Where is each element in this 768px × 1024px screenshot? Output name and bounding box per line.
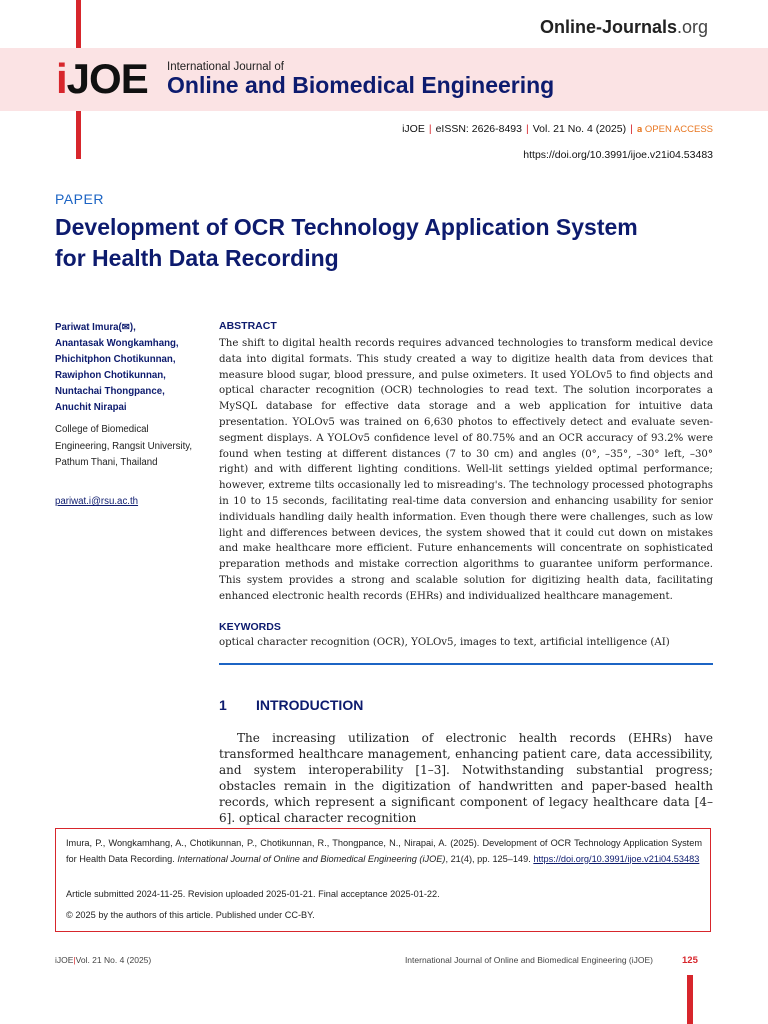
section-title: INTRODUCTION [256, 697, 364, 713]
section-number: 1 [219, 697, 227, 713]
article-type: PAPER [55, 191, 104, 207]
author: Anantasak Wongkamhang, [55, 338, 179, 349]
open-access-badge: 𝐚 OPEN ACCESS [636, 124, 713, 135]
doi-link[interactable]: https://doi.org/10.3991/ijoe.v21i04.53483 [523, 149, 713, 161]
logo-red-bar [76, 111, 81, 159]
author: Anuchit Nirapai [55, 402, 127, 413]
author-list [55, 320, 205, 416]
top-red-bar [76, 0, 81, 48]
abstract-body: The shift to digital health records requires advanced technologies to transform medical device data into digital formats. This study created a way to digitize health data from devices that measure blood sugar, blood pressure, and pulse oximeters. It used YOLOv5 to find objects and optical character recognition (OCR) technologies to read text. The solution incorporates a MySQL database for effective data storage and a web application for intuitive data presentation. YOLOv5 was trained on 6,630 photos to effectively detect and evaluate seven-segment displays. A YOLOv5 confidence level of 80.75% and an OCR accuracy of 93.2% were found when testing at different distances (7 to 30 cm) and angles (0°, –35°, –30° left, –30° right) and with different lighting conditions. Well-lit settings yielded optimal performance; however, extreme tilts occasionally led to misreading's. The technology processed photographs in 10 to 15 seconds, facilitating real-time data conversion and enhancing usability for senior individuals handling daily health information. Even though there were challenges, such as low light and differences between devices, the system showed that it could cut down on mistakes and make healthcare more efficient. Future enhancements will concentrate on sophisticated preparation methods and mistake correction algorithms to guarantee uniform performance. This system provides a strong and scalable solution for digitizing health data, facilitating enhanced electronic health records (EHRs) and individualized healthcare management. [219, 338, 713, 602]
citation-journal: International Journal of Online and Biomedical Engineering (iJOE) [177, 853, 446, 864]
copyright-notice: © 2025 by the authors of this article. Published under CC-BY. [66, 910, 315, 920]
site-brand[interactable] [540, 17, 708, 38]
footer-journal-name: International Journal of Online and Biomedical Engineering (iJOE) [404, 955, 653, 965]
section-divider [219, 663, 713, 665]
bottom-red-bar [687, 975, 693, 1024]
page-number: 125 [682, 955, 698, 966]
citation-doi-link[interactable]: https://doi.org/10.3991/ijoe.v21i04.53483 [533, 853, 700, 864]
journal-meta: iJOE | eISSN: 2626-8493 | Vol. 21 No. 4 (2025) | 𝐚 OPEN ACCESS [402, 123, 713, 135]
abstract-heading: ABSTRACT [219, 320, 277, 332]
citation-text: Imura, P., Wongkamhang, A., Chotikunnan, P., Chotikunnan, R., Thongpance, N., Nirapai, A. (2025). Development of OCR Technology Application System for Health Data Recording. International Journal of Online and Biomedical Engineering (iJOE), 21(4), pp. 125–149. https://doi.org/10.3991/ijoe.v21i04.53483 [66, 838, 702, 864]
affiliation: College of Biomedical Engineering, Rangsit University, Pathum Thani, Thailand [55, 424, 193, 468]
author: Rawiphon Chotikunnan, [55, 370, 166, 381]
author: Pariwat Imura(✉), [55, 322, 136, 333]
author: Nuntachai Thongpance, [55, 386, 165, 397]
journal-name-small: International Journal of [167, 61, 284, 73]
site-tld: .org [677, 17, 709, 37]
footer-journal-info: iJOE|Vol. 21 No. 4 (2025) [55, 955, 152, 965]
author: Phichitphon Chotikunnan, [55, 354, 176, 365]
keywords-body: optical character recognition (OCR), YOLOv5, images to text, artificial intelligence (AI) [219, 637, 670, 648]
author-email-link[interactable]: pariwat.i@rsu.ac.th [55, 496, 139, 507]
open-lock-icon: 𝐚 [636, 124, 643, 135]
article-title: Development of OCR Technology Application System for Health Data Recording [55, 214, 638, 271]
submission-dates: Article submitted 2024-11-25. Revision uploaded 2025-01-21. Final acceptance 2025-01-22. [66, 889, 440, 899]
journal-logo: iJOE [56, 55, 148, 102]
journal-name: Online and Biomedical Engineering [167, 72, 555, 98]
intro-paragraph: The increasing utilization of electronic health records (EHRs) have transformed healthcare management, enhancing patient care, data accessibility, and system interoperability [1–3]. Notwithstanding substantial progress; obstacles remain in the digitization of handwritten and paper-based health records, which represent a significant component of legacy healthcare data [4–6]. optical character recognition [219, 731, 713, 825]
site-name: Online-Journals [540, 17, 678, 37]
keywords-heading: KEYWORDS [219, 621, 281, 633]
